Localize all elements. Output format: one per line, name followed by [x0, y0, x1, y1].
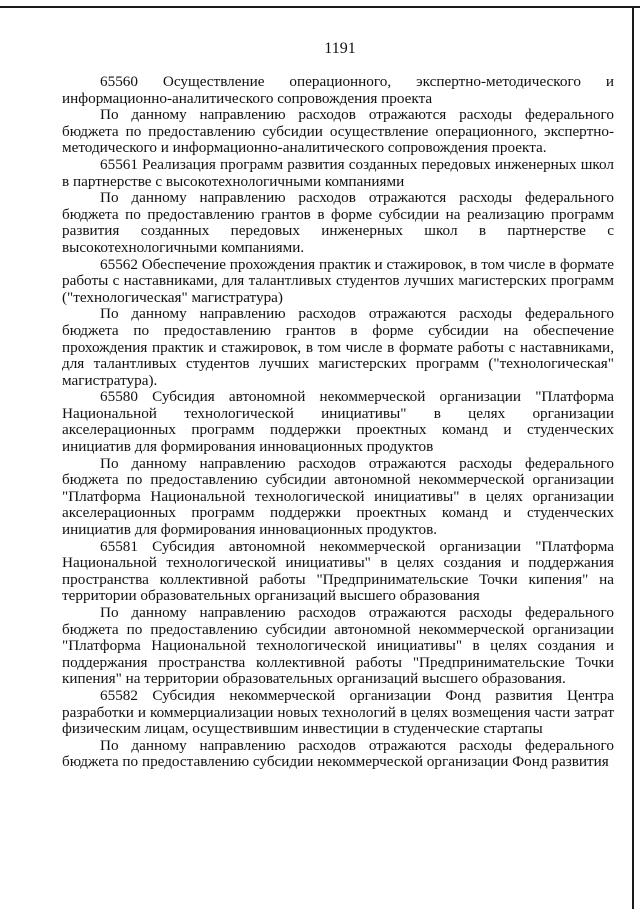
paragraph-65581-description: По данному направлению расходов отражаются расходы федерального бюджета по предоставлению субсидии автономной некоммерческой организации "Платформа Национальной технологической инициативы" в целях создания и поддержания пространства коллективной работы "Предпринимательские Точки кипения" на территории образовательных организаций высшего образования. [62, 604, 614, 688]
paragraph-65582-description: По данному направлению расходов отражаются расходы федерального бюджета по предоставлению субсидии некоммерческой организации Фонд развития [62, 736, 614, 771]
paragraph-65562-title: 65562 Обеспечение прохождения практик и стажировок, в том числе в формате работы с наставниками, для талантливых студентов лучших магистерских программ ("технологическая" магистратура) [62, 255, 614, 306]
page-number: 1191 [324, 40, 356, 57]
paragraph-65581-title: 65581 Субсидия автономной некоммерческой организации "Платформа Национальной технологической инициативы" в целях создания и поддержания пространства коллективной работы "Предпринимательские Точки кипения" на территории образовательных организаций высшего образования [62, 537, 614, 605]
scan-edge-right [632, 6, 634, 909]
paragraph-65562-description: По данному направлению расходов отражаются расходы федерального бюджета по предоставлению грантов в форме субсидии на обеспечение прохождения практик и стажировок, в том числе в формате работы с наставниками, для талантливых студентов лучших магистерских программ ("технологическая" магистратура). [62, 305, 614, 389]
scan-edge-top [0, 6, 640, 8]
paragraph-65580-title: 65580 Субсидия автономной некоммерческой организации "Платформа Национальной технологической инициативы" в целях организации акселерационных программ поддержки проектных команд и студенческих инициатив для формирования инновационных продуктов [62, 388, 614, 456]
paragraph-65561-title: 65561 Реализация программ развития созданных передовых инженерных школ в партнерстве с высокотехнологичными компаниями [62, 155, 614, 190]
paragraph-65561-description: По данному направлению расходов отражаются расходы федерального бюджета по предоставлению грантов в форме субсидии на реализацию программ развития созданных передовых инженерных школ в партнерстве с высокотехнологичными компаниями. [62, 189, 614, 256]
paragraph-65560-title: 65560 Осуществление операционного, экспертно-методического и информационно-аналитического сопровождения проекта [62, 73, 614, 107]
paragraph-65582-title: 65582 Субсидия некоммерческой организации Фонд развития Центра разработки и коммерциализации новых технологий в целях возмещения части затрат физическим лицам, осуществившим инвестиции в студенческие стартапы [62, 686, 614, 738]
paragraph-65580-description: По данному направлению расходов отражаются расходы федерального бюджета по предоставлению субсидии автономной некоммерческой организации "Платформа Национальной технологической инициативы" в целях организации акселерационных программ поддержки проектных команд и студенческих инициатив для формирования инновационных продуктов. [62, 454, 614, 539]
paragraph-65560-description: По данному направлению расходов отражаются расходы федерального бюджета по предоставлению субсидии осуществление операционного, экспертно-методического и информационно-аналитического сопровождения проекта. [62, 106, 614, 157]
